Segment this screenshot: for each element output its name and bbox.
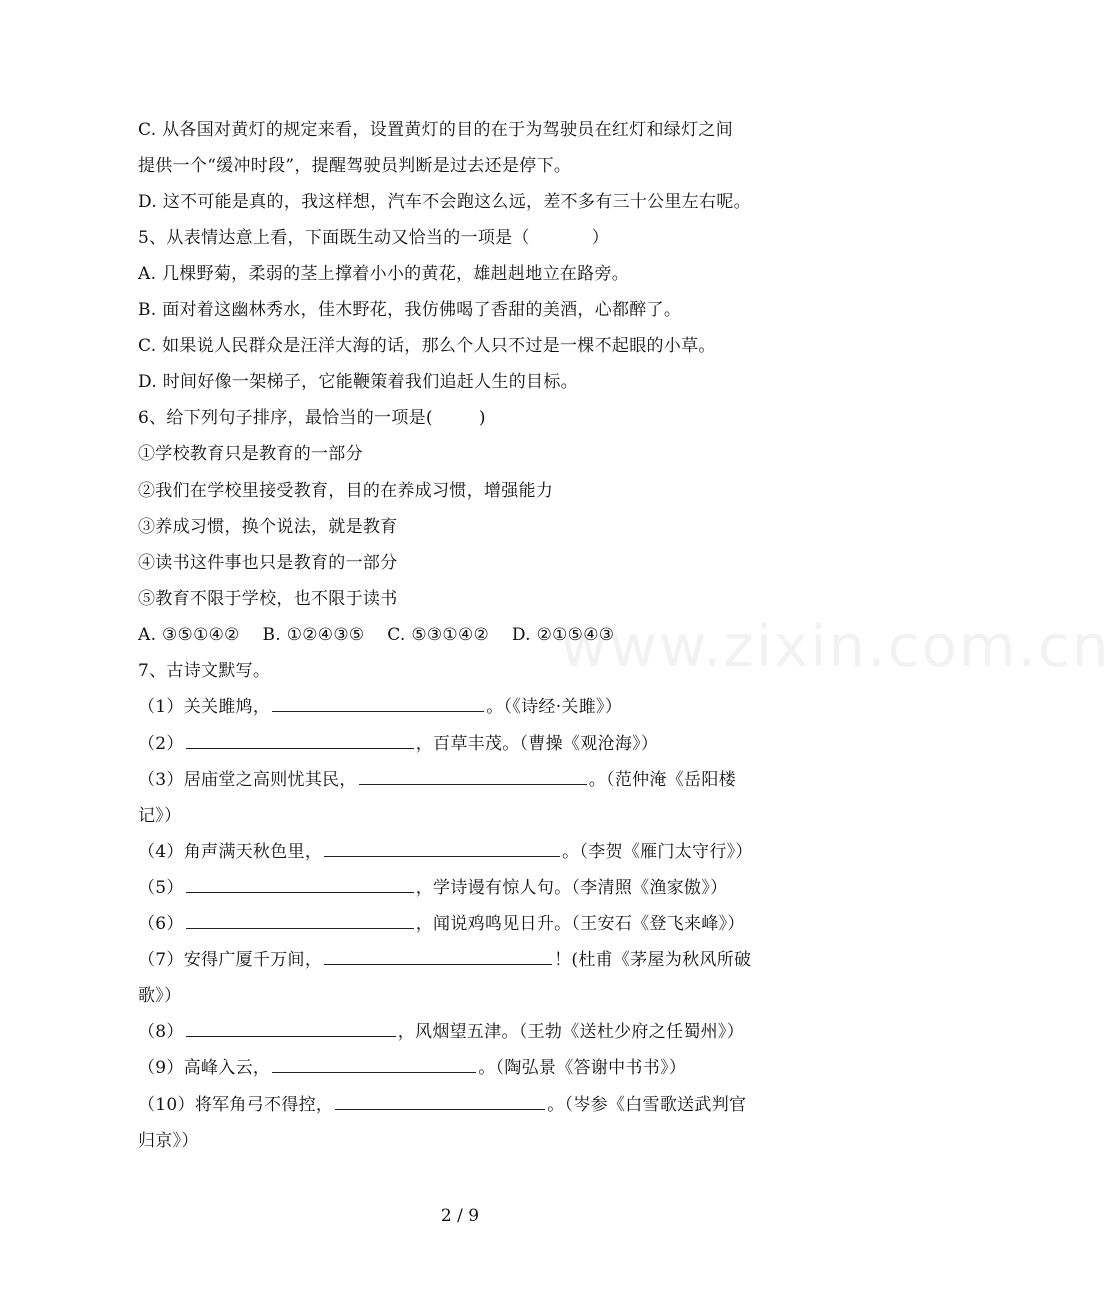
poem-item-7: （7）安得广厦千万间， ！(杜甫《茅屋为秋风所破 <box>138 950 752 970</box>
question-5-option-c: C. 如果说人民群众是汪洋大海的话，那么个人只不过是一棵不起眼的小草。 <box>138 336 716 356</box>
poem-item-6: （6） ，闻说鸡鸣见日升。（王安石《登飞来峰》） <box>138 914 745 934</box>
answer-blank[interactable] <box>324 948 552 965</box>
answer-blank[interactable] <box>186 876 414 893</box>
question-5: 5、从表情达意上看，下面既生动又恰当的一项是（ ） <box>138 228 610 248</box>
sentence-4: ④读书这件事也只是教育的一部分 <box>138 553 398 573</box>
answer-blank[interactable] <box>186 1020 396 1037</box>
poem-item-2: （2） ，百草丰茂。（曹操《观沧海》） <box>138 734 659 754</box>
poem-item-3: （3）居庙堂之高则忧其民， 。（范仲淹《岳阳楼 <box>138 770 736 790</box>
sentence-3: ③养成习惯，换个说法，就是教育 <box>138 517 398 537</box>
answer-blank[interactable] <box>272 695 484 712</box>
answer-blank[interactable] <box>186 732 414 749</box>
poem-item-9: （9）高峰入云， 。（陶弘景《答谢中书书》） <box>138 1058 687 1078</box>
question-5-option-d: D. 时间好像一架梯子，它能鞭策着我们追赶人生的目标。 <box>138 372 578 392</box>
option-c-line-2: 提供一个“缓冲时段”，提醒驾驶员判断是过去还是停下。 <box>138 156 572 176</box>
poem-item-3-cont: 记》） <box>138 806 182 826</box>
option-d-line: D. 这不可能是真的，我这样想，汽车不会跑这么远，差不多有三十公里左右呢。 <box>138 192 751 212</box>
answer-blank[interactable] <box>359 768 587 785</box>
answer-blank[interactable] <box>335 1093 545 1110</box>
poem-item-8: （8） ，风烟望五津。（王勃《送杜少府之任蜀州》） <box>138 1022 745 1042</box>
sentence-1: ①学校教育只是教育的一部分 <box>138 444 363 464</box>
question-5-option-a: A. 几棵野菊，柔弱的茎上撑着小小的黄花，雄赳赳地立在路旁。 <box>138 264 630 284</box>
poem-item-10-cont: 归京》） <box>138 1131 199 1151</box>
question-6: 6、给下列句子排序，最恰当的一项是( ) <box>138 408 486 428</box>
poem-item-7-cont: 歌》） <box>138 986 182 1006</box>
answer-blank[interactable] <box>186 912 414 929</box>
watermark: www.zixin.com.cn <box>560 612 1111 680</box>
answer-blank[interactable] <box>272 1056 476 1073</box>
sentence-2: ②我们在学校里接受教育，目的在养成习惯，增强能力 <box>138 481 554 501</box>
poem-item-10: （10）将军角弓不得控， 。（岑参《白雪歌送武判官 <box>138 1095 747 1115</box>
page-number: 2 / 9 <box>440 1206 480 1226</box>
poem-item-4: （4）角声满天秋色里， 。（李贺《雁门太守行》） <box>138 842 753 862</box>
sentence-5: ⑤教育不限于学校，也不限于读书 <box>138 589 398 609</box>
question-5-option-b: B. 面对着这幽林秀水，佳木野花，我仿佛喝了香甜的美酒，心都醉了。 <box>138 300 682 320</box>
question-7: 7、古诗文默写。 <box>138 661 271 681</box>
question-6-options: A. ③⑤①④② B. ①②④③⑤ C. ⑤③①④② D. ②①⑤④③ <box>138 625 615 645</box>
option-c-line-1: C. 从各国对黄灯的规定来看，设置黄灯的目的在于为驾驶员在红灯和绿灯之间 <box>138 120 734 140</box>
poem-item-5: （5） ，学诗谩有惊人句。（李清照《渔家傲》） <box>138 878 728 898</box>
poem-item-1: （1）关关雎鸠， 。（《诗经·关雎》） <box>138 697 623 717</box>
answer-blank[interactable] <box>324 840 560 857</box>
